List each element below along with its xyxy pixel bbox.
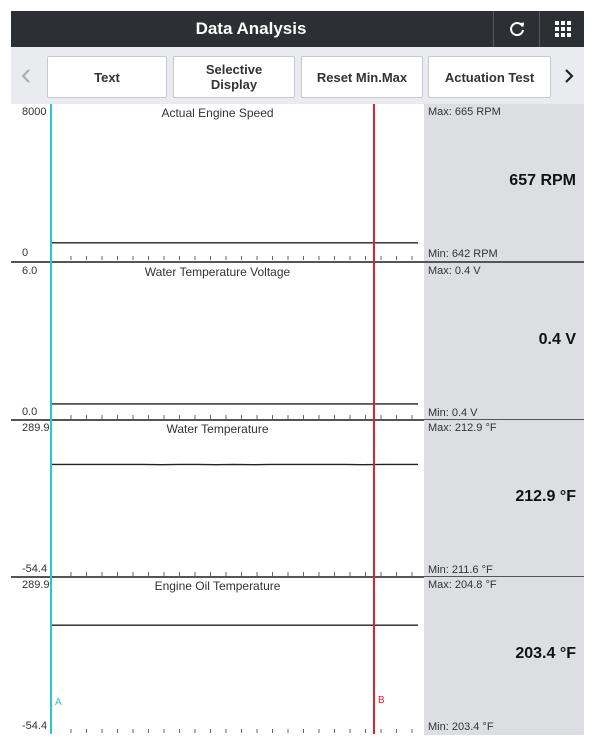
- chart-title: Water Temperature Voltage: [144, 265, 291, 279]
- selective-display-button[interactable]: Selective Display: [173, 56, 295, 98]
- actuation-test-button[interactable]: Actuation Test: [428, 56, 551, 98]
- chart-plot: [11, 577, 424, 735]
- max-value: Max: 204.8 °F: [428, 579, 497, 591]
- refresh-icon: [507, 19, 527, 39]
- toolbar: [11, 47, 584, 104]
- refresh-button[interactable]: [493, 11, 539, 47]
- y-min-label: 0.0: [22, 406, 38, 418]
- text-button[interactable]: Text: [47, 56, 167, 98]
- next-page-button[interactable]: [554, 47, 584, 104]
- y-min-label: 0: [22, 247, 29, 259]
- cursor-a[interactable]: [50, 104, 52, 734]
- cursor-a-label: A: [55, 697, 62, 708]
- chart-title: Engine Oil Temperature: [154, 579, 281, 593]
- current-value: 203.4 °F: [515, 645, 576, 662]
- chart-panel-water-temp: [11, 420, 584, 578]
- max-value: Max: 0.4 V: [428, 265, 481, 277]
- grid-menu-button[interactable]: [539, 11, 585, 47]
- cursor-b[interactable]: [373, 104, 375, 734]
- y-max-label: 289.9: [22, 422, 50, 434]
- y-max-label: 289.9: [22, 579, 50, 591]
- max-value: Max: 665 RPM: [428, 106, 501, 118]
- chevron-left-icon: [21, 69, 31, 83]
- min-value: Min: 0.4 V: [428, 407, 478, 419]
- cursor-b-label: B: [378, 695, 385, 706]
- current-value: 212.9 °F: [515, 488, 576, 505]
- min-value: Min: 203.4 °F: [428, 721, 494, 733]
- top-bar: [11, 11, 584, 47]
- chart-panel-water-temp-voltage: [11, 263, 584, 421]
- min-value: Min: 642 RPM: [428, 248, 498, 260]
- reset-min-max-button[interactable]: Reset Min.Max: [301, 56, 423, 98]
- chart-title: Water Temperature: [166, 422, 269, 436]
- chevron-right-icon: [564, 69, 574, 83]
- current-value: 0.4 V: [538, 331, 576, 348]
- y-min-label: -54.4: [22, 563, 48, 575]
- chart-plot: [11, 420, 424, 578]
- chart-title: Actual Engine Speed: [161, 106, 274, 120]
- chart-plot: [11, 104, 424, 262]
- page-title: Data Analysis: [195, 19, 307, 38]
- y-min-label: -54.4: [22, 720, 48, 732]
- chart-plot: [11, 263, 424, 421]
- prev-page-button[interactable]: [11, 47, 41, 104]
- min-value: Min: 211.6 °F: [428, 564, 493, 576]
- chart-panel-engine-speed: [11, 104, 584, 262]
- grid-menu-icon: [554, 20, 572, 38]
- chart-panel-engine-oil-temp: [11, 577, 584, 735]
- current-value: 657 RPM: [509, 172, 576, 189]
- max-value: Max: 212.9 °F: [428, 422, 497, 434]
- y-max-label: 8000: [22, 106, 47, 118]
- y-max-label: 6.0: [22, 265, 38, 277]
